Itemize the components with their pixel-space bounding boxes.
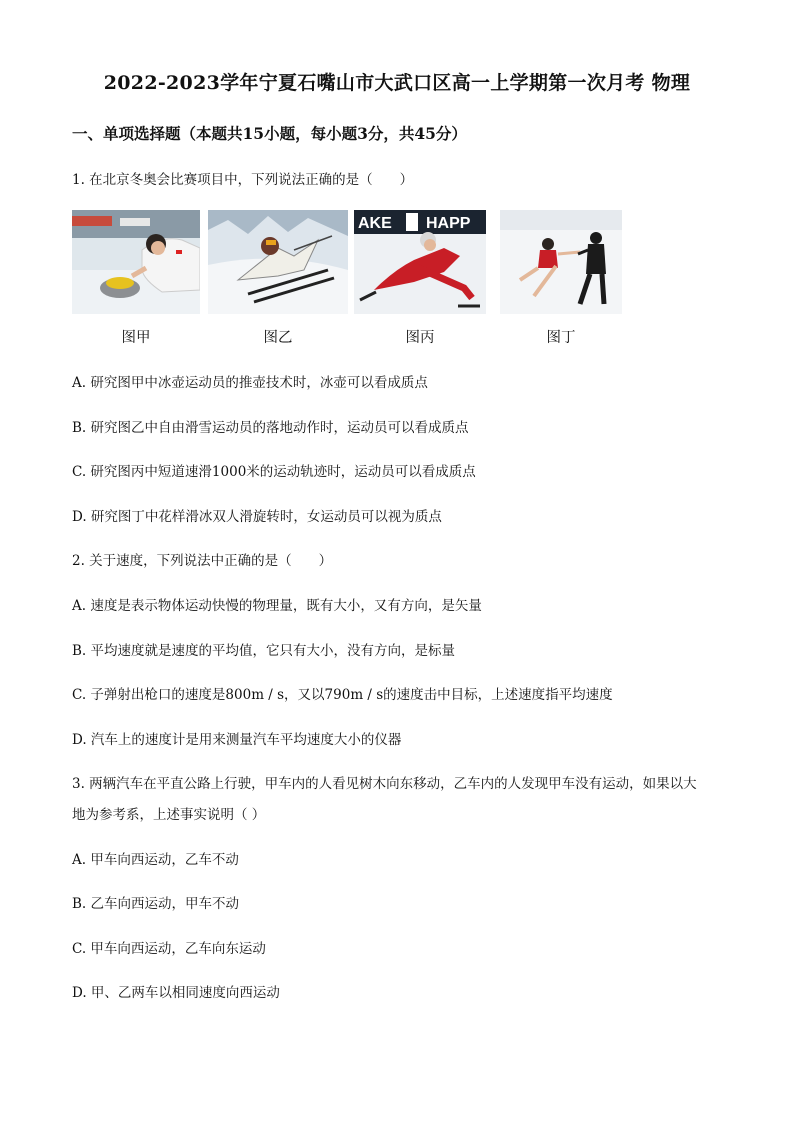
figure-caption: 图乙 bbox=[263, 330, 293, 346]
question-1-stem: 1. 在北京冬奥会比赛项目中，下列说法正确的是（ ） bbox=[72, 172, 414, 188]
question-2-option-d: D. 汽车上的速度计是用来测量汽车平均速度大小的仪器 bbox=[72, 732, 402, 748]
question-2-stem: 2. 关于速度，下列说法中正确的是（ ） bbox=[72, 553, 333, 569]
question-1-option-c: C. 研究图丙中短道速滑1000米的运动轨迹时，运动员可以看成质点 bbox=[72, 464, 476, 480]
question-1-option-a: A. 研究图甲中冰壶运动员的推壶技术时，冰壶可以看成质点 bbox=[72, 375, 428, 391]
figure-caption: 图丙 bbox=[405, 330, 435, 346]
question-3-option-d: D. 甲、乙两车以相同速度向西运动 bbox=[72, 985, 280, 1001]
figure-yi bbox=[208, 210, 348, 346]
page-title: 2022-2023学年宁夏石嘴山市大武口区高一上学期第一次月考 物理 bbox=[103, 72, 691, 94]
section-heading: 一、单项选择题（本题共15小题，每小题3分，共45分） bbox=[72, 124, 467, 143]
curling-photo-icon bbox=[72, 210, 200, 314]
question-3-option-b: B. 乙车向西运动，甲车不动 bbox=[72, 896, 240, 912]
figure-ding bbox=[500, 210, 622, 346]
freestyle-skiing-photo-icon bbox=[208, 210, 348, 314]
figure-bing bbox=[354, 210, 486, 346]
question-2-option-c: C. 子弹射出枪口的速度是800m / s，又以790m / s的速度击中目标，上述速度指平均速度 bbox=[72, 687, 613, 703]
svg-text:AKE: AKE bbox=[358, 215, 392, 232]
question-3-option-c: C. 甲车向西运动，乙车向东运动 bbox=[72, 941, 266, 957]
short-track-speed-skating-photo-icon bbox=[354, 210, 486, 314]
figure-row bbox=[72, 210, 632, 350]
question-1-option-b: B. 研究图乙中自由滑雪运动员的落地动作时，运动员可以看成质点 bbox=[72, 420, 469, 436]
question-1-option-d: D. 研究图丁中花样滑冰双人滑旋转时，女运动员可以视为质点 bbox=[72, 509, 442, 525]
figure-caption: 图丁 bbox=[546, 330, 576, 346]
question-2-option-a: A. 速度是表示物体运动快慢的物理量，既有大小，又有方向，是矢量 bbox=[72, 598, 482, 614]
question-3-stem-line-2: 地为参考系，上述事实说明（ ） bbox=[72, 807, 266, 823]
figure-jia bbox=[72, 210, 200, 346]
question-3-stem-line-1: 3. 两辆汽车在平直公路上行驶，甲车内的人看见树木向东移动，乙车内的人发现甲车没有运动，如果以大 bbox=[72, 776, 697, 792]
pairs-figure-skating-photo-icon bbox=[500, 210, 622, 314]
svg-text:HAPP: HAPP bbox=[426, 215, 471, 232]
question-3-option-a: A. 甲车向西运动，乙车不动 bbox=[72, 852, 239, 868]
figure-caption: 图甲 bbox=[121, 330, 151, 346]
question-2-option-b: B. 平均速度就是速度的平均值，它只有大小，没有方向，是标量 bbox=[72, 643, 456, 659]
